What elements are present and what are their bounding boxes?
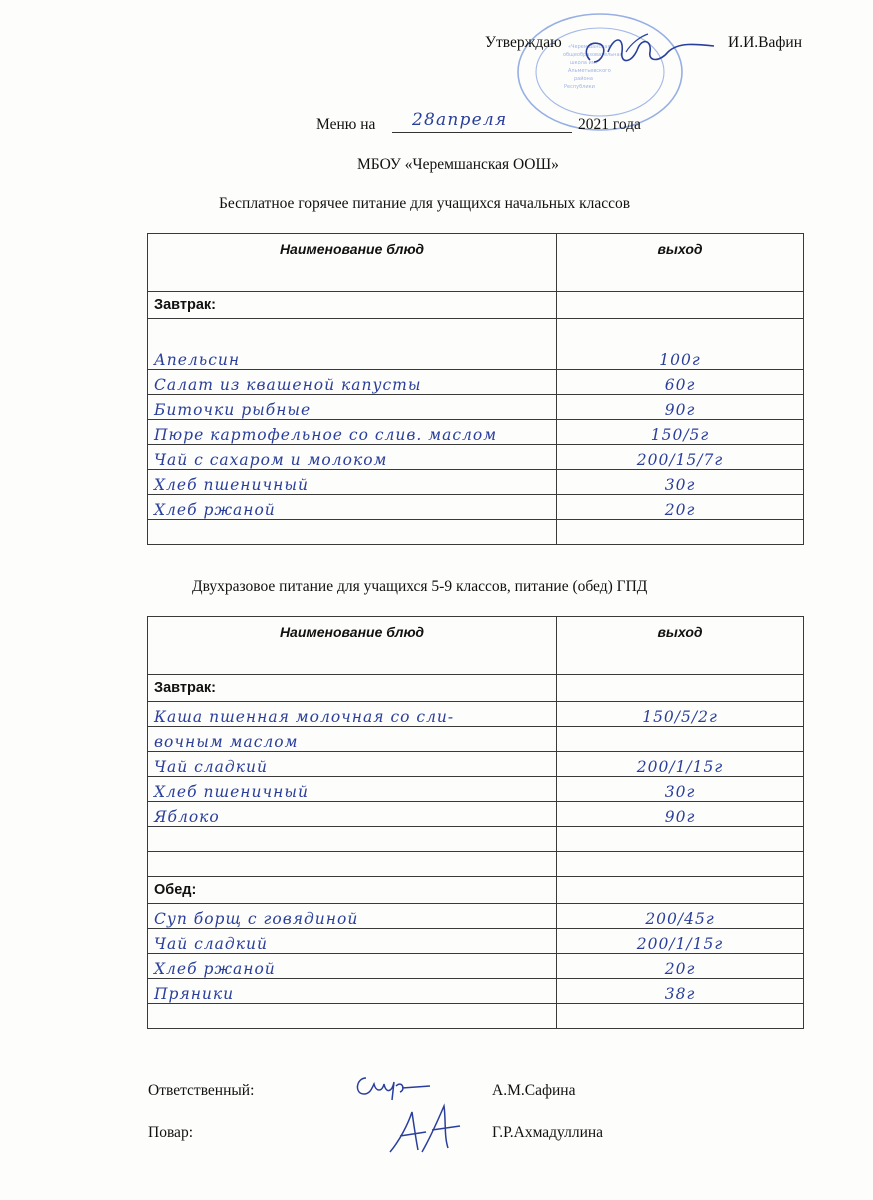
table-row — [148, 752, 804, 777]
dish-output: 150/5/2г — [557, 702, 804, 727]
director-name: И.И.Вафин — [728, 34, 802, 51]
dish-output: 200/15/7г — [557, 445, 804, 470]
dish-output — [557, 727, 804, 752]
responsible-signature — [352, 1070, 434, 1104]
dish-output: 30г — [557, 470, 804, 495]
director-signature — [578, 22, 728, 80]
dish-name: Биточки рыбные — [148, 395, 557, 420]
primary-menu-table — [147, 233, 804, 545]
menu-date: 28апреля — [412, 110, 508, 130]
dish-name: вочным маслом — [148, 727, 557, 752]
table-row — [148, 954, 804, 979]
table-row — [148, 802, 804, 827]
col-output: выход — [557, 617, 804, 675]
dish-name: Чай с сахаром и молоком — [148, 445, 557, 470]
dish-output: 100г — [557, 319, 804, 370]
dish-name: Пряники — [148, 979, 557, 1004]
dish-output: 150/5г — [557, 420, 804, 445]
dish-output: 60г — [557, 370, 804, 395]
responsible-name: А.М.Сафина — [492, 1082, 576, 1099]
meal-label: Завтрак: — [148, 292, 557, 319]
dish-name: Суп борщ с говядиной — [148, 904, 557, 929]
dish-name: Чай сладкий — [148, 752, 557, 777]
table-header-row — [148, 234, 804, 292]
meal-row — [148, 292, 804, 319]
dish-name: Каша пшенная молочная со сли- — [148, 702, 557, 727]
dish-name: Хлеб пшеничный — [148, 777, 557, 802]
table-row — [148, 929, 804, 954]
empty-row — [148, 852, 804, 877]
dish-output: 90г — [557, 395, 804, 420]
empty-row — [148, 520, 804, 545]
menu-prefix: Меню на — [316, 116, 376, 133]
svg-text:Республики: Республики — [564, 84, 595, 90]
section2-title: Двухразовое питание для учащихся 5-9 классов, питание (обед) ГПД — [192, 578, 648, 595]
table-row — [148, 420, 804, 445]
dish-output: 200/1/15г — [557, 929, 804, 954]
dish-output: 20г — [557, 954, 804, 979]
dish-name: Яблоко — [148, 802, 557, 827]
breakfast-label: Завтрак: — [148, 675, 557, 702]
table-row — [148, 727, 804, 752]
table-row — [148, 445, 804, 470]
section1-title: Бесплатное горячее питание для учащихся начальных классов — [219, 195, 631, 212]
table-row — [148, 370, 804, 395]
dish-name: Чай сладкий — [148, 929, 557, 954]
dish-name: Хлеб ржаной — [148, 495, 557, 520]
svg-text:района: района — [574, 76, 593, 82]
table-row — [148, 470, 804, 495]
table-row — [148, 702, 804, 727]
dish-output: 200/1/15г — [557, 752, 804, 777]
cook-label: Повар: — [148, 1124, 193, 1141]
dish-name: Хлеб ржаной — [148, 954, 557, 979]
svg-text:школа им.: школа им. — [570, 60, 598, 66]
dish-output: 38г — [557, 979, 804, 1004]
svg-text:общеобразовательная: общеобразовательная — [563, 52, 623, 58]
dish-name: Пюре картофельное со слив. маслом — [148, 420, 557, 445]
meal-row — [148, 675, 804, 702]
col-output: выход — [557, 234, 804, 292]
table-row — [148, 777, 804, 802]
col-dish-name: Наименование блюд — [148, 617, 557, 675]
empty-row — [148, 1004, 804, 1029]
responsible-label: Ответственный: — [148, 1082, 255, 1099]
cook-name: Г.Р.Ахмадуллина — [492, 1124, 604, 1141]
dish-output: 20г — [557, 495, 804, 520]
dish-output: 200/45г — [557, 904, 804, 929]
table-row — [148, 979, 804, 1004]
col-dish-name: Наименование блюд — [148, 234, 557, 292]
table-row — [148, 395, 804, 420]
empty-row — [148, 827, 804, 852]
table-row — [148, 495, 804, 520]
secondary-menu-table — [147, 616, 804, 1029]
svg-text:Альметьевского: Альметьевского — [568, 68, 611, 74]
table-row — [148, 904, 804, 929]
meal-row — [148, 877, 804, 904]
table-row — [148, 319, 804, 370]
table-header-row — [148, 617, 804, 675]
dish-output: 90г — [557, 802, 804, 827]
school-name: МБОУ «Черемшанская ООШ» — [357, 156, 559, 173]
date-underline — [392, 132, 572, 133]
dish-name: Салат из квашеной капусты — [148, 370, 557, 395]
dish-name: Хлеб пшеничный — [148, 470, 557, 495]
dish-output: 30г — [557, 777, 804, 802]
menu-year: 2021 года — [578, 116, 641, 133]
approve-label: Утверждаю — [485, 34, 562, 51]
cook-signature — [382, 1100, 472, 1160]
dish-name: Апельсин — [148, 319, 557, 370]
svg-text:«Черемшанская: «Черемшанская — [568, 44, 611, 50]
lunch-label: Обед: — [148, 877, 557, 904]
